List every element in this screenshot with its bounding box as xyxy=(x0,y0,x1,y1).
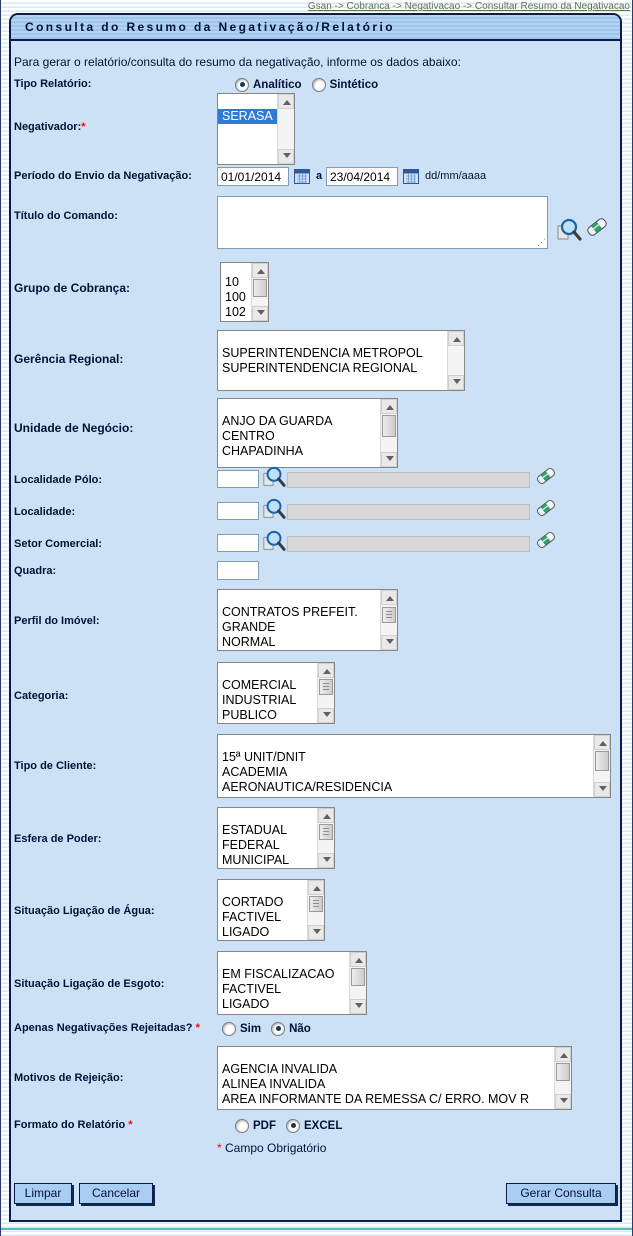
list-option[interactable]: ALINEA INVALIDA xyxy=(222,1077,326,1091)
radio-pdf[interactable] xyxy=(235,1119,249,1133)
periodo-inicio-input[interactable] xyxy=(217,167,289,186)
radio-sim-label: Sim xyxy=(240,1022,262,1035)
scrollbar[interactable] xyxy=(251,263,268,321)
label-apenas-rejeitadas: Apenas Negativações Rejeitadas? * xyxy=(14,1022,200,1034)
apenas-rejeitadas-radios xyxy=(222,1020,321,1038)
consulta-resumo-panel xyxy=(9,13,622,1222)
scroll-up-icon[interactable] xyxy=(350,952,366,967)
label-esfera-poder: Esfera de Poder: xyxy=(14,833,102,845)
label-perfil-imovel: Perfil do Imóvel: xyxy=(14,615,100,627)
periodo-fim-input[interactable] xyxy=(326,167,398,186)
setor-comercial-descricao xyxy=(287,536,530,552)
list-option[interactable]: LIGADO xyxy=(222,997,270,1011)
scroll-down-icon[interactable] xyxy=(555,1094,571,1109)
cancelar-button[interactable]: Cancelar xyxy=(79,1183,153,1204)
label-titulo-comando: Título do Comando: xyxy=(14,210,118,222)
eraser-icon[interactable] xyxy=(535,529,557,551)
radio-sintetico[interactable] xyxy=(312,78,326,92)
scroll-up-icon[interactable] xyxy=(308,880,324,895)
scrollbar[interactable] xyxy=(554,1047,571,1109)
label-motivos-rejeicao: Motivos de Rejeição: xyxy=(14,1072,124,1084)
scroll-down-icon[interactable] xyxy=(252,306,268,321)
radio-analitico-label: Analítico xyxy=(253,78,302,91)
list-option[interactable]: CONTRATOS PREFEIT. xyxy=(222,605,358,619)
list-option[interactable]: 15ª UNIT/DNIT xyxy=(222,750,306,764)
list-option[interactable]: 100 xyxy=(225,290,246,304)
label-periodo: Período do Envio da Negativação: xyxy=(14,170,192,182)
scroll-down-icon[interactable] xyxy=(308,925,324,940)
gerencia-regional-listbox[interactable] xyxy=(217,330,465,391)
radio-nao-label: Não xyxy=(289,1022,311,1035)
localidade-descricao xyxy=(287,504,530,520)
list-option[interactable]: GRANDE xyxy=(222,620,276,634)
list-option[interactable]: MUNICIPAL xyxy=(222,853,290,867)
label-gerencia-regional: Gerência Regional: xyxy=(14,352,124,366)
list-option[interactable]: 10 xyxy=(225,275,239,289)
eraser-icon[interactable] xyxy=(585,215,609,239)
scrollbar[interactable] xyxy=(593,735,610,797)
list-option[interactable]: FACTIVEL xyxy=(222,982,282,996)
scroll-down-icon[interactable] xyxy=(318,853,334,868)
list-option[interactable]: ACADEMIA xyxy=(222,765,288,779)
radio-excel[interactable] xyxy=(286,1119,300,1133)
list-option[interactable]: EM FISCALIZACAO xyxy=(222,967,335,981)
periodo-conjunction: a xyxy=(316,170,323,182)
radio-sintetico-label: Sintético xyxy=(329,78,379,91)
list-option[interactable]: ESTADUAL xyxy=(222,823,288,837)
list-option[interactable]: SUPERINTENDENCIA REGIONAL xyxy=(222,361,418,375)
magnifier-icon[interactable] xyxy=(262,497,286,523)
scroll-up-icon[interactable] xyxy=(318,808,334,823)
magnifier-icon[interactable] xyxy=(262,465,286,491)
breadcrumb[interactable]: Gsan -> Cobranca -> Negativacao -> Consultar Resumo da Negativacao xyxy=(307,1,630,12)
perfil-imovel-listbox[interactable] xyxy=(217,589,398,651)
scroll-down-icon[interactable] xyxy=(381,635,397,650)
radio-excel-label: EXCEL xyxy=(304,1119,343,1132)
list-option[interactable]: NORMAL xyxy=(222,635,276,649)
scroll-up-icon[interactable] xyxy=(381,590,397,605)
scroll-down-icon[interactable] xyxy=(350,999,366,1014)
magnifier-icon[interactable] xyxy=(262,529,286,555)
label-categoria: Categoria: xyxy=(14,690,69,702)
list-option[interactable]: AREA INFORMANTE DA REMESSA C/ ERRO. MOV R xyxy=(222,1092,529,1106)
eraser-icon[interactable] xyxy=(535,465,557,487)
footer-divider xyxy=(0,1228,633,1230)
scroll-up-icon[interactable] xyxy=(381,399,397,414)
gerar-consulta-button[interactable]: Gerar Consulta xyxy=(506,1183,616,1204)
scroll-down-icon[interactable] xyxy=(448,375,464,390)
scroll-thumb[interactable] xyxy=(382,607,396,623)
tipo-cliente-listbox[interactable] xyxy=(217,734,611,798)
scroll-thumb[interactable] xyxy=(309,896,323,912)
resize-grip-icon: ⋰ xyxy=(537,237,546,247)
label-situacao-agua: Situação Ligação de Água: xyxy=(14,905,155,917)
grupo-cobranca-listbox[interactable] xyxy=(220,262,269,322)
scroll-down-icon[interactable] xyxy=(381,452,397,467)
list-option[interactable]: AGENCIA INVALIDA xyxy=(222,1062,338,1076)
scrollbar[interactable] xyxy=(317,663,334,723)
scrollbar[interactable] xyxy=(307,880,324,940)
label-setor-comercial: Setor Comercial: xyxy=(14,538,103,550)
radio-pdf-label: PDF xyxy=(253,1119,276,1132)
list-option[interactable]: CENTRO xyxy=(222,429,275,443)
localidade-polo-descricao xyxy=(287,472,530,488)
quadra-input[interactable] xyxy=(217,561,259,580)
list-option[interactable]: AERONAUTICA/RESIDENCIA xyxy=(222,780,393,794)
scroll-thumb[interactable] xyxy=(351,968,365,986)
radio-nao[interactable] xyxy=(271,1022,285,1036)
scrollbar[interactable] xyxy=(349,952,366,1014)
scroll-up-icon[interactable] xyxy=(318,663,334,678)
scroll-thumb[interactable] xyxy=(382,415,396,437)
unidade-negocio-listbox[interactable] xyxy=(217,398,398,468)
scroll-up-icon[interactable] xyxy=(594,735,610,750)
list-option[interactable]: FEDERAL xyxy=(222,838,280,852)
scrollbar[interactable] xyxy=(380,590,397,650)
scroll-up-icon[interactable] xyxy=(252,263,268,278)
label-formato-relatorio: Formato do Relatório * xyxy=(14,1119,133,1131)
scroll-thumb[interactable] xyxy=(595,751,609,771)
scroll-down-icon[interactable] xyxy=(278,149,294,164)
list-option[interactable]: ANJO DA GUARDA xyxy=(222,414,333,428)
list-option[interactable]: SUPERINTENDENCIA METROPOL xyxy=(222,346,423,360)
page-title: Consulta do Resumo da Negativação/Relatório xyxy=(25,20,395,34)
scrollbar[interactable] xyxy=(277,94,294,164)
radio-analitico[interactable] xyxy=(235,78,249,92)
magnifier-icon[interactable] xyxy=(556,217,582,245)
list-option[interactable]: PUBLICO xyxy=(222,708,277,722)
list-option[interactable]: 102 xyxy=(225,305,246,319)
date-format-hint: dd/mm/aaaa xyxy=(425,170,487,182)
list-option[interactable]: SERASA xyxy=(218,109,277,124)
scroll-thumb[interactable] xyxy=(556,1063,570,1081)
categoria-listbox[interactable] xyxy=(217,662,335,724)
label-unidade-negocio: Unidade de Negócio: xyxy=(14,421,134,435)
localidade-polo-input[interactable] xyxy=(217,470,259,488)
scroll-thumb[interactable] xyxy=(319,824,333,840)
calendar-icon[interactable] xyxy=(294,169,310,184)
tipo-relatorio-radios xyxy=(235,76,388,94)
list-option[interactable]: LIGADO xyxy=(222,925,270,939)
scroll-down-icon[interactable] xyxy=(594,782,610,797)
scrollbar[interactable] xyxy=(380,399,397,467)
label-negativador: Negativador:* xyxy=(14,121,86,133)
esfera-poder-listbox[interactable] xyxy=(217,807,335,869)
list-option[interactable]: COMERCIAL xyxy=(222,678,297,692)
scroll-up-icon[interactable] xyxy=(555,1047,571,1062)
negativador-listbox[interactable] xyxy=(217,93,295,165)
motivos-rejeicao-listbox[interactable] xyxy=(217,1046,572,1110)
required-footnote: * Campo Obrigatório xyxy=(217,1141,327,1155)
label-localidade-polo: Localidade Pólo: xyxy=(14,474,103,486)
scroll-thumb[interactable] xyxy=(319,679,333,695)
calendar-icon[interactable] xyxy=(403,169,419,184)
label-situacao-esgoto: Situação Ligação de Esgoto: xyxy=(14,978,165,990)
scrollbar[interactable] xyxy=(447,331,464,390)
label-grupo-cobranca: Grupo de Cobrança: xyxy=(14,281,131,295)
localidade-input[interactable] xyxy=(217,502,259,520)
scrollbar[interactable] xyxy=(317,808,334,868)
situacao-agua-listbox[interactable] xyxy=(217,879,325,941)
limpar-button[interactable]: Limpar xyxy=(14,1183,72,1204)
list-option[interactable]: CHAPADINHA xyxy=(222,444,304,458)
intro-text: Para gerar o relatório/consulta do resumo da negativação, informe os dados abaixo: xyxy=(14,55,461,69)
eraser-icon[interactable] xyxy=(535,497,557,519)
situacao-esgoto-listbox[interactable] xyxy=(217,951,367,1015)
scroll-down-icon[interactable] xyxy=(318,708,334,723)
radio-sim[interactable] xyxy=(222,1022,236,1036)
list-option[interactable]: FACTIVEL xyxy=(222,910,282,924)
list-option[interactable]: CORTADO xyxy=(222,895,284,909)
setor-comercial-input[interactable] xyxy=(217,534,259,552)
panel-titlebar xyxy=(11,15,620,41)
list-option[interactable]: INDUSTRIAL xyxy=(222,693,297,707)
titulo-comando-textarea[interactable] xyxy=(217,196,548,249)
scroll-up-icon[interactable] xyxy=(448,331,464,346)
label-tipo-cliente: Tipo de Cliente: xyxy=(14,760,97,772)
label-tipo-relatorio: Tipo Relatório: xyxy=(14,78,92,90)
label-localidade: Localidade: xyxy=(14,506,76,518)
scroll-up-icon[interactable] xyxy=(278,94,294,109)
scroll-thumb[interactable] xyxy=(253,279,267,297)
label-quadra: Quadra: xyxy=(14,565,57,577)
formato-relatorio-radios xyxy=(235,1117,352,1135)
